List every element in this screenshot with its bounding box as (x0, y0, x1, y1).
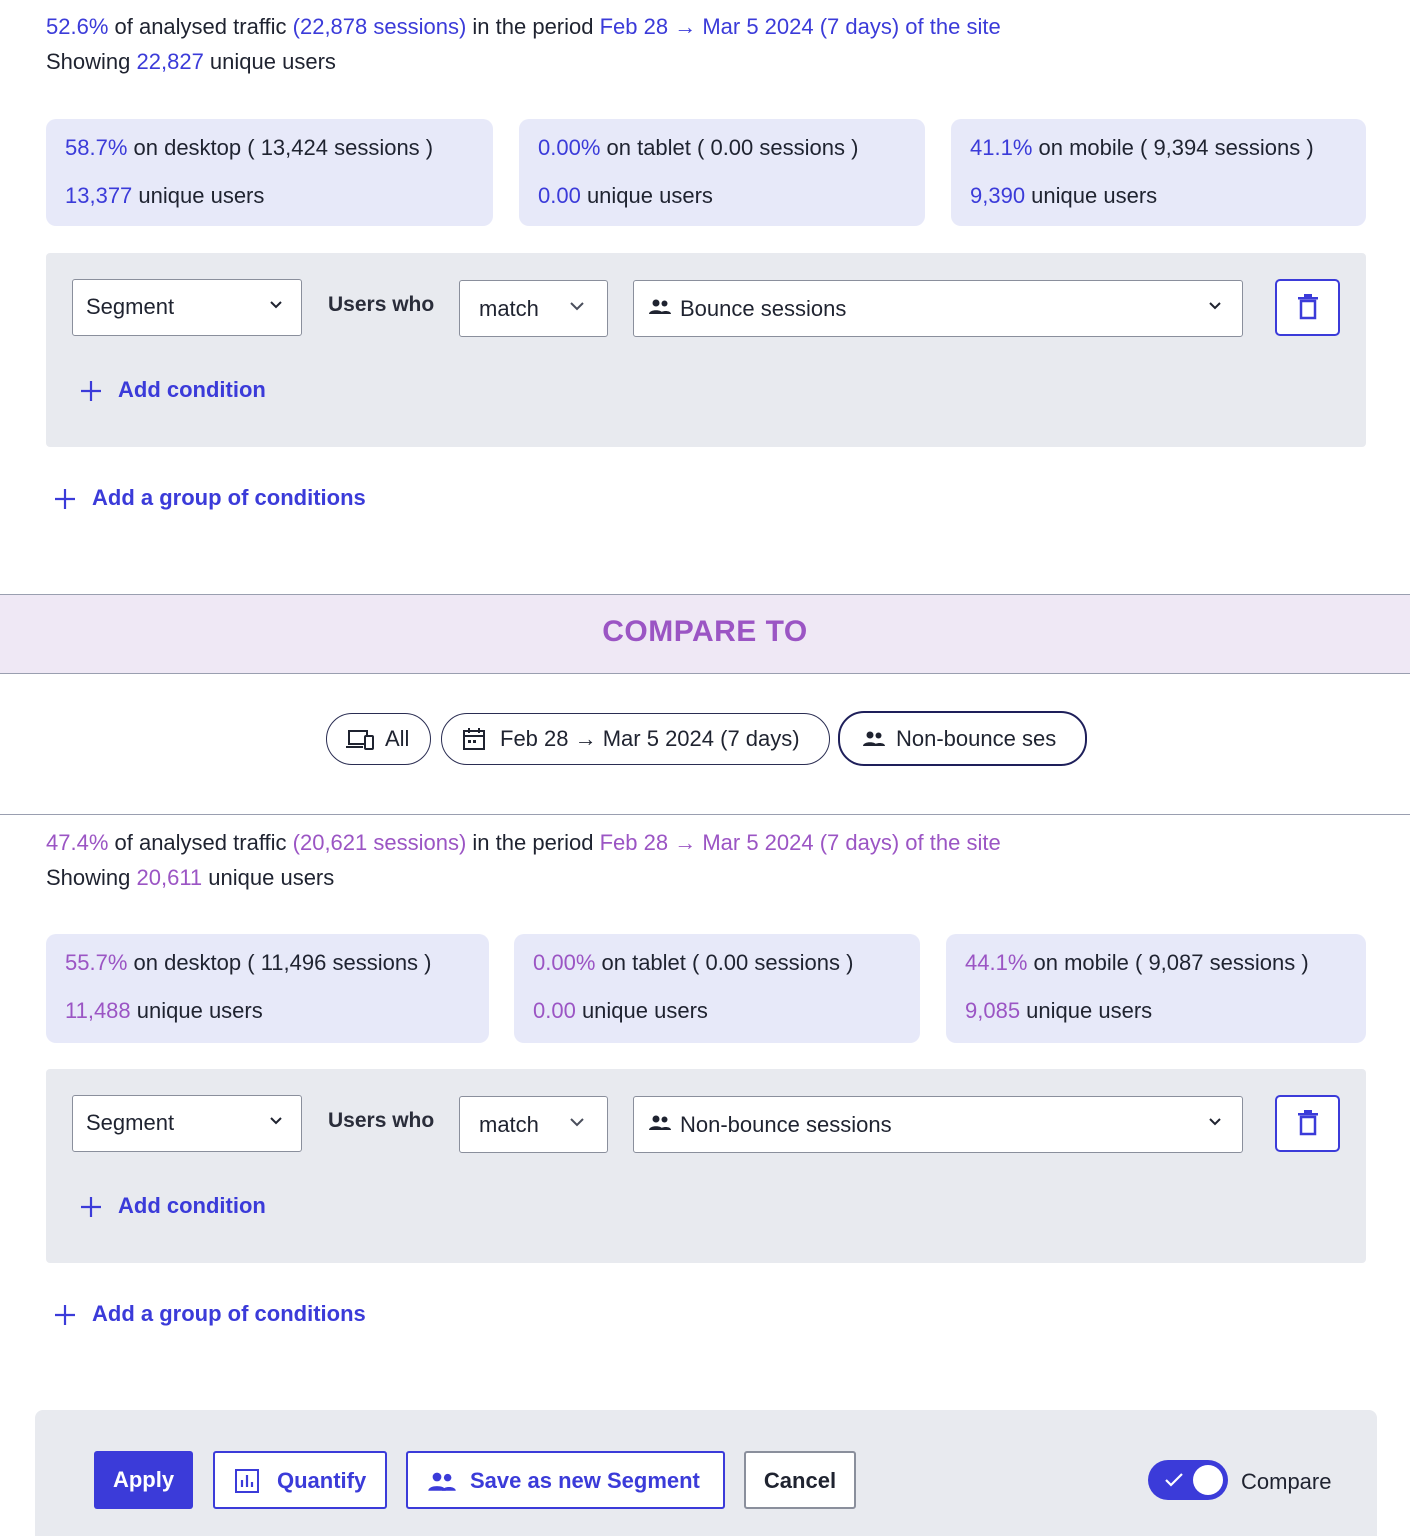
plus-icon (54, 1304, 76, 1326)
save-as-new-segment-button[interactable]: Save as new Segment (406, 1451, 725, 1509)
traffic-percent: 47.4% (46, 830, 109, 855)
cancel-button[interactable]: Cancel (744, 1451, 856, 1509)
segment-b-summary: 47.4% of analysed traffic (20,621 sessions) in the period Feb 28 → Mar 5 2024 (7 days) of the site Showing 20,611 unique users (46, 830, 1001, 890)
chevron-down-icon (1208, 301, 1222, 310)
chevron-down-icon (569, 1117, 585, 1127)
date-filter-pill[interactable]: Feb 28 → Mar 5 2024 (7 days) (441, 713, 830, 765)
tablet-card: 0.00% on tablet ( 0.00 sessions ) 0.00 unique users (519, 119, 925, 226)
delete-condition-button[interactable] (1275, 279, 1340, 336)
segment-type-select[interactable]: Segment (72, 1095, 302, 1152)
check-icon (1164, 1472, 1184, 1488)
segment-value-select[interactable]: Bounce sessions (633, 280, 1243, 337)
desktop-card: 55.7% on desktop ( 11,496 sessions ) 11,488 unique users (46, 934, 489, 1043)
chevron-down-icon (269, 1116, 283, 1125)
users-who-label: Users who (328, 293, 435, 316)
users-who-label: Users who (328, 1109, 435, 1132)
action-footer (35, 1410, 1377, 1536)
users-icon (648, 299, 672, 315)
segment-filter-pill[interactable]: Non-bounce ses (838, 711, 1087, 766)
compare-to-header: COMPARE TO (0, 594, 1410, 674)
add-group-of-conditions-button[interactable]: Add a group of conditions (54, 485, 366, 511)
unique-users-count: 22,827 (136, 49, 204, 74)
chevron-down-icon (569, 301, 585, 311)
condition-panel-a (46, 253, 1366, 447)
period-text: Feb 28 → Mar 5 2024 (7 days) of the site (599, 14, 1001, 39)
segment-type-select[interactable]: Segment (72, 279, 302, 336)
desktop-card: 58.7% on desktop ( 13,424 sessions ) 13,377 unique users (46, 119, 493, 226)
tablet-card: 0.00% on tablet ( 0.00 sessions ) 0.00 unique users (514, 934, 920, 1043)
match-operator-select[interactable]: match (459, 280, 608, 337)
apply-button[interactable]: Apply (94, 1451, 193, 1509)
trash-icon (1297, 1110, 1319, 1136)
plus-icon (54, 488, 76, 510)
quantify-button[interactable]: Quantify (213, 1451, 387, 1509)
segment-value-select[interactable]: Non-bounce sessions (633, 1096, 1243, 1153)
mobile-card: 41.1% on mobile ( 9,394 sessions ) 9,390 unique users (951, 119, 1366, 226)
compare-label: Compare (1241, 1469, 1332, 1494)
sessions-count: (22,878 sessions) (292, 14, 467, 39)
device-filter-pill[interactable]: All (326, 713, 431, 765)
add-group-of-conditions-button[interactable]: Add a group of conditions (54, 1301, 366, 1327)
condition-panel-b (46, 1069, 1366, 1263)
plus-icon (80, 1196, 102, 1218)
chevron-down-icon (269, 300, 283, 309)
trash-icon (1297, 294, 1319, 320)
toggle-knob (1193, 1465, 1223, 1495)
chevron-down-icon (1208, 1117, 1222, 1126)
mobile-card: 44.1% on mobile ( 9,087 sessions ) 9,085 unique users (946, 934, 1366, 1043)
users-icon (648, 1115, 672, 1131)
period-text: Feb 28 → Mar 5 2024 (7 days) of the site (599, 830, 1001, 855)
traffic-percent: 52.6% (46, 14, 109, 39)
section-divider (0, 814, 1410, 815)
add-condition-button[interactable]: Add condition (80, 377, 266, 403)
devices-icon (346, 730, 374, 750)
bar-chart-icon (235, 1469, 259, 1493)
compare-toggle[interactable] (1148, 1460, 1228, 1500)
segment-a-summary: 52.6% of analysed traffic (22,878 sessions) in the period Feb 28 → Mar 5 2024 (7 days) of the site Showing 22,827 unique users (46, 14, 1001, 74)
users-icon (427, 1472, 457, 1492)
sessions-count: (20,621 sessions) (292, 830, 467, 855)
calendar-icon (463, 728, 485, 750)
plus-icon (80, 380, 102, 402)
delete-condition-button[interactable] (1275, 1095, 1340, 1152)
match-operator-select[interactable]: match (459, 1096, 608, 1153)
add-condition-button[interactable]: Add condition (80, 1193, 266, 1219)
users-icon (862, 731, 886, 747)
unique-users-count: 20,611 (136, 865, 203, 890)
